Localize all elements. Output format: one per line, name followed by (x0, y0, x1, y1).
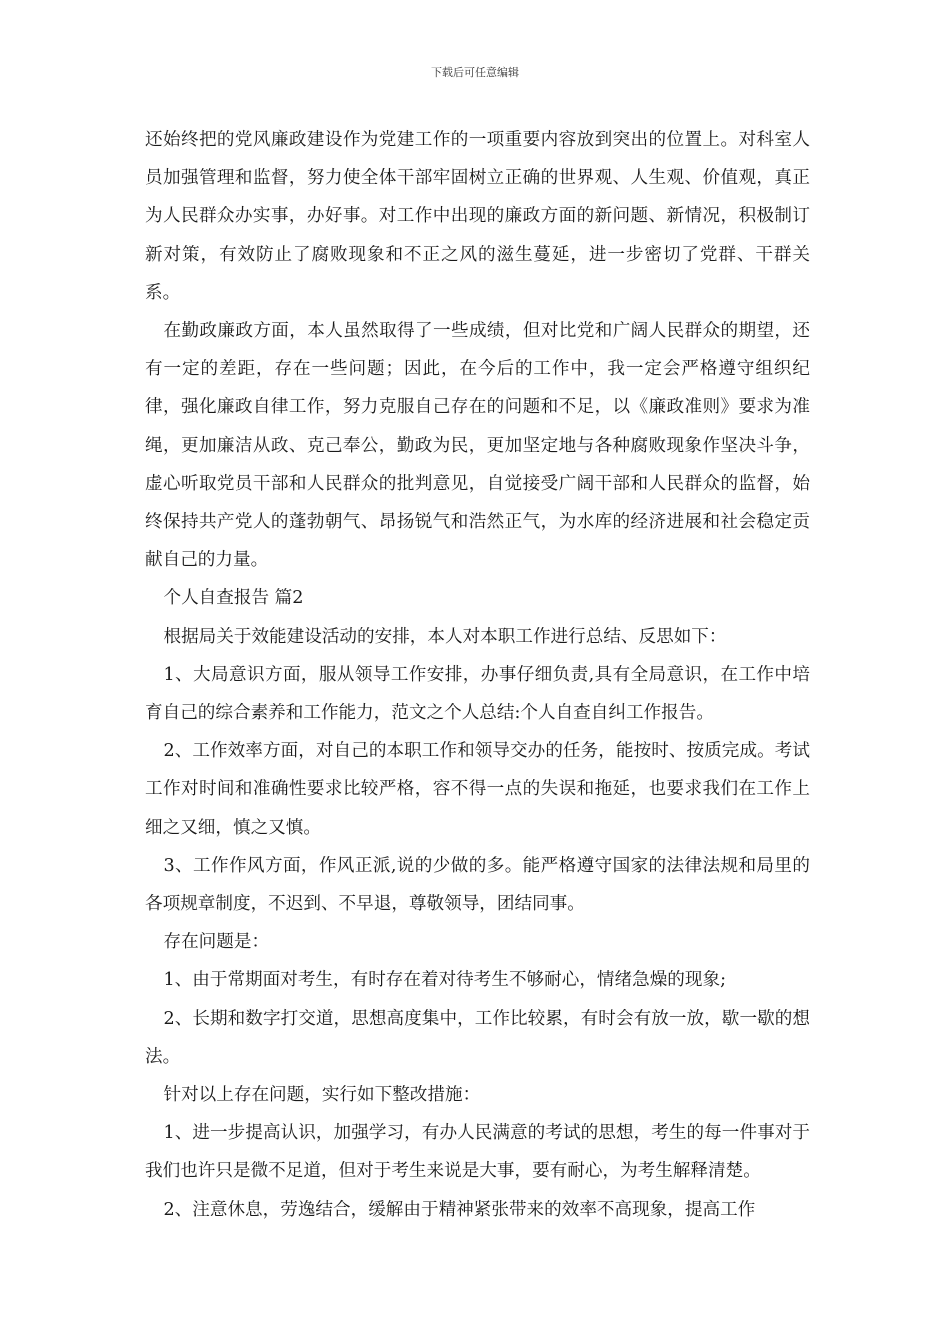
paragraph-diligence: 在勤政廉政方面，本人虽然取得了一些成绩，但对比党和广阔人民群众的期望，还有一定的差距，存在一些问题；因此，在今后的工作中，我一定会严格遵守组织纪律，强化廉政自律工作，努力克服自己存在的问题和不足，以《廉政准则》要求为准绳，更加廉洁从政、克己奉公，勤政为民，更加坚定地与各种腐败现象作坚决斗争，虚心听取党员干部和人民群众的批判意见，自觉接受广阔干部和人民群众的监督，始终保持共产党人的蓬勃朝气、昂扬锐气和浩然正气，为水库的经济进展和社会稳定贡献自己的力量。 (145, 321, 810, 571)
list-item-problem-2: 2、长期和数字打交道，思想高度集中，工作比较累，有时会有放一放，歇一歇的想法。 (145, 1008, 810, 1067)
measures-heading: 针对以上存在问题，实行如下整改措施： (163, 1085, 481, 1106)
document-body (145, 121, 810, 1229)
section-heading: 个人自查报告 篇2 (163, 588, 304, 609)
problems-heading: 存在问题是： (163, 932, 270, 953)
list-item-measure-2: 2、注意休息，劳逸结合，缓解由于精神紧张带来的效率不高现象，提高工作 (163, 1199, 756, 1220)
list-item-work-style: 3、工作作风方面，作风正派,说的少做的多。能严格遵守国家的法律法规和局里的各项规章制度，不迟到、不早退，尊敬领导，团结同事。 (145, 855, 810, 915)
list-item-measure-1: 1、进一步提高认识，加强学习，有办人民满意的考试的思想，考生的每一件事对于我们也许只是微不足道，但对于考生来说是大事，要有耐心，为考生解释清楚。 (145, 1123, 810, 1182)
paragraph-continuation: 还始终把的党风廉政建设作为党建工作的一项重要内容放到突出的位置上。对科室人员加强管理和监督，努力使全体干部牢固树立正确的世界观、人生观、价值观，真正为人民群众办实事，办好事。对工作中出现的廉政方面的新问题、新情况，积极制订新对策，有效防止了腐败现象和不正之风的滋生蔓延，进一步密切了党群、干群关系。 (145, 130, 810, 303)
page-header: 下载后可任意编辑 (431, 66, 519, 79)
paragraph-intro: 根据局关于效能建设活动的安排，本人对本职工作进行总结、反思如下： (163, 626, 727, 647)
list-item-problem-1: 1、由于常期面对考生，有时存在着对待考生不够耐心，情绪急燥的现象; (163, 970, 726, 991)
list-item-work-efficiency: 2、工作效率方面，对自己的本职工作和领导交办的任务，能按时、按质完成。考试工作对时间和准确性要求比较严格，容不得一点的失误和拖延，也要求我们在工作上细之又细，慎之又慎。 (145, 741, 810, 838)
list-item-overall-awareness: 1、大局意识方面，服从领导工作安排，办事仔细负责,具有全局意识，在工作中培育自己的综合素养和工作能力，范文之个人总结:个人自查自纠工作报告。 (145, 664, 810, 724)
